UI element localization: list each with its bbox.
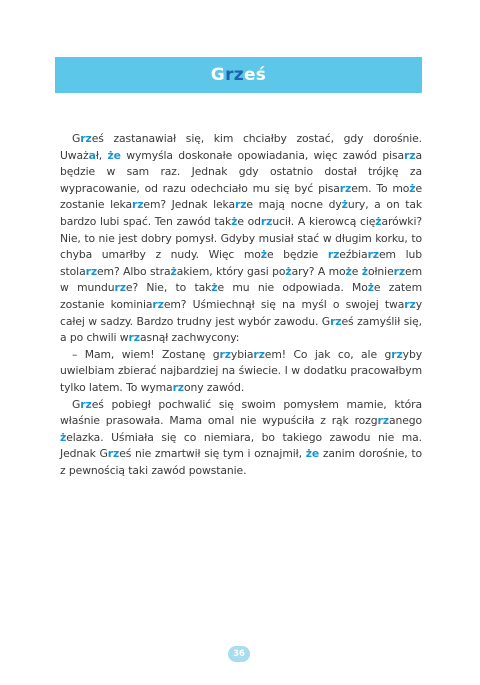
text-segment: em? Jednak leka bbox=[143, 198, 235, 212]
text-segment: e mają nocne dy bbox=[246, 198, 342, 212]
text-segment: ony zawód. bbox=[183, 380, 245, 394]
highlighted-letters: rz bbox=[404, 297, 416, 311]
highlighted-letters: ż bbox=[345, 264, 352, 278]
text-segment: em? Albo stra bbox=[97, 264, 171, 278]
text-segment: em w mundu bbox=[60, 264, 423, 295]
text-segment: ucił. A kierowcą cię bbox=[272, 214, 376, 228]
highlighted-letters: rz bbox=[80, 132, 92, 145]
highlighted-letters: rz bbox=[107, 447, 120, 461]
text-segment: ybia bbox=[230, 347, 254, 361]
highlighted-letters: rz bbox=[391, 347, 403, 361]
highlighted-letters: ż bbox=[367, 281, 374, 295]
text-segment: G bbox=[72, 132, 81, 145]
highlighted-letters: rz bbox=[367, 248, 379, 262]
highlighted-letters: rz bbox=[260, 214, 273, 228]
text-segment: e będzie bbox=[266, 248, 328, 262]
highlighted-letters: ż bbox=[211, 281, 218, 295]
title-banner bbox=[55, 57, 422, 93]
highlighted-letters: ż bbox=[60, 430, 67, 444]
highlighted-letters: ż bbox=[341, 198, 348, 212]
highlighted-letters: że bbox=[305, 447, 320, 461]
text-segment: eś pobiegł pochwalić się swoim pomysłem mamie, która właśnie prasowała. Mama omal nie wypuściła z rąk rozg bbox=[60, 397, 422, 428]
text-segment: y całej w sadzy. Bardzo trudny jest wybór zawodu. G bbox=[60, 297, 422, 328]
text-segment: eś bbox=[243, 65, 267, 85]
text-segment: ury, a on tak bardzo lubi spać. Ten zawód tak bbox=[60, 198, 423, 228]
text-segment: e? Nie, to tak bbox=[125, 281, 212, 295]
text-segment: e zatem zostanie kominia bbox=[60, 281, 422, 311]
highlighted-letters: rz bbox=[128, 331, 140, 345]
highlighted-letters: a bbox=[88, 148, 96, 162]
text-segment: em lub stola bbox=[60, 248, 422, 278]
highlighted-letters: rz bbox=[339, 181, 352, 195]
highlighted-letters: rz bbox=[132, 198, 144, 212]
text-segment: asnął zachwycony: bbox=[139, 331, 240, 345]
highlighted-letters: rz bbox=[114, 281, 126, 295]
text-segment: e bbox=[351, 264, 362, 278]
text-segment: e mu nie odpowiada. Mo bbox=[217, 281, 368, 295]
highlighted-letters: rz bbox=[80, 397, 92, 411]
highlighted-letters: ż bbox=[361, 264, 368, 278]
text-segment: ołnie bbox=[367, 264, 394, 278]
highlighted-letters: ż bbox=[260, 248, 267, 262]
paragraph bbox=[60, 131, 422, 347]
text-segment: e od bbox=[237, 214, 261, 228]
page-number: 36 bbox=[233, 649, 245, 659]
text-segment: wymyśla doskonałe opowiadania, więc zawód pisa bbox=[120, 148, 405, 162]
text-segment: eś nie zmartwił się tym i oznajmił, bbox=[119, 447, 306, 461]
highlighted-letters: rz bbox=[330, 314, 342, 328]
highlighted-letters: rz bbox=[327, 248, 340, 262]
highlighted-letters: rz bbox=[377, 414, 389, 428]
highlighted-letters: ż bbox=[170, 264, 177, 278]
text-segment: em? Uśmiechnął się na myśl o swojej twa bbox=[163, 297, 405, 311]
highlighted-letters: rz bbox=[225, 65, 244, 85]
highlighted-letters: ż bbox=[409, 181, 416, 195]
highlighted-letters: rz bbox=[235, 198, 247, 212]
page-number-badge bbox=[228, 646, 250, 662]
highlighted-letters: ż bbox=[231, 214, 238, 228]
highlighted-letters: rz bbox=[85, 264, 98, 278]
text-segment: elazka. Uśmiała się co niemiara, bo takiego zawodu nie ma. Jednak G bbox=[60, 430, 422, 461]
highlighted-letters: rz bbox=[393, 264, 406, 278]
text-segment: e zostanie leka bbox=[60, 181, 422, 212]
text-segment: zanim dorośnie, to z pewnością taki zawód powstanie. bbox=[60, 447, 422, 477]
text-segment: eźbia bbox=[339, 248, 368, 262]
highlighted-letters: rz bbox=[172, 380, 184, 394]
highlighted-letters: rz bbox=[253, 347, 265, 361]
highlighted-letters: ż bbox=[285, 264, 292, 278]
highlighted-letters: rz bbox=[404, 148, 416, 162]
paragraph bbox=[60, 397, 422, 480]
text-segment: akiem, który gasi po bbox=[176, 264, 286, 278]
text-segment: eś zamyślił się, a po chwili w bbox=[60, 314, 422, 345]
paragraph bbox=[60, 347, 422, 397]
highlighted-letters: ż bbox=[375, 214, 382, 228]
text-segment: G bbox=[210, 65, 226, 85]
text-segment: arówki? Nie, to nie jest dobry pomysł. Gdyby musiał stać w długim korku, to chyba umarłby z nudy. Więc mo bbox=[60, 214, 422, 262]
highlighted-letters: rz bbox=[219, 347, 231, 361]
story-text bbox=[60, 131, 422, 479]
text-segment: em. To mo bbox=[351, 181, 410, 195]
text-segment: G bbox=[72, 397, 81, 411]
text-segment: ł, bbox=[95, 148, 108, 162]
text-segment: yby uwielbiam zbierać najbardziej na świecie. I w dodatku pracowałbym tylko latem. To wyma bbox=[60, 347, 422, 394]
text-segment: – Mam, wiem! Zostanę g bbox=[72, 347, 220, 361]
text-segment: anego bbox=[388, 414, 422, 428]
highlighted-letters: że bbox=[107, 148, 121, 162]
page-title bbox=[211, 65, 266, 85]
text-segment: a będzie w sam raz. Jednak gdy ostatnio dostał trójkę za wypracowanie, od razu odechciało mu się być pisa bbox=[60, 148, 422, 195]
text-segment: em! Co jak co, ale g bbox=[264, 347, 392, 361]
text-segment: ary? A mo bbox=[291, 264, 346, 278]
highlighted-letters: rz bbox=[152, 297, 164, 311]
text-segment: eś zastanawiał się, kim chciałby zostać, gdy dorośnie. Uważ bbox=[60, 132, 422, 162]
